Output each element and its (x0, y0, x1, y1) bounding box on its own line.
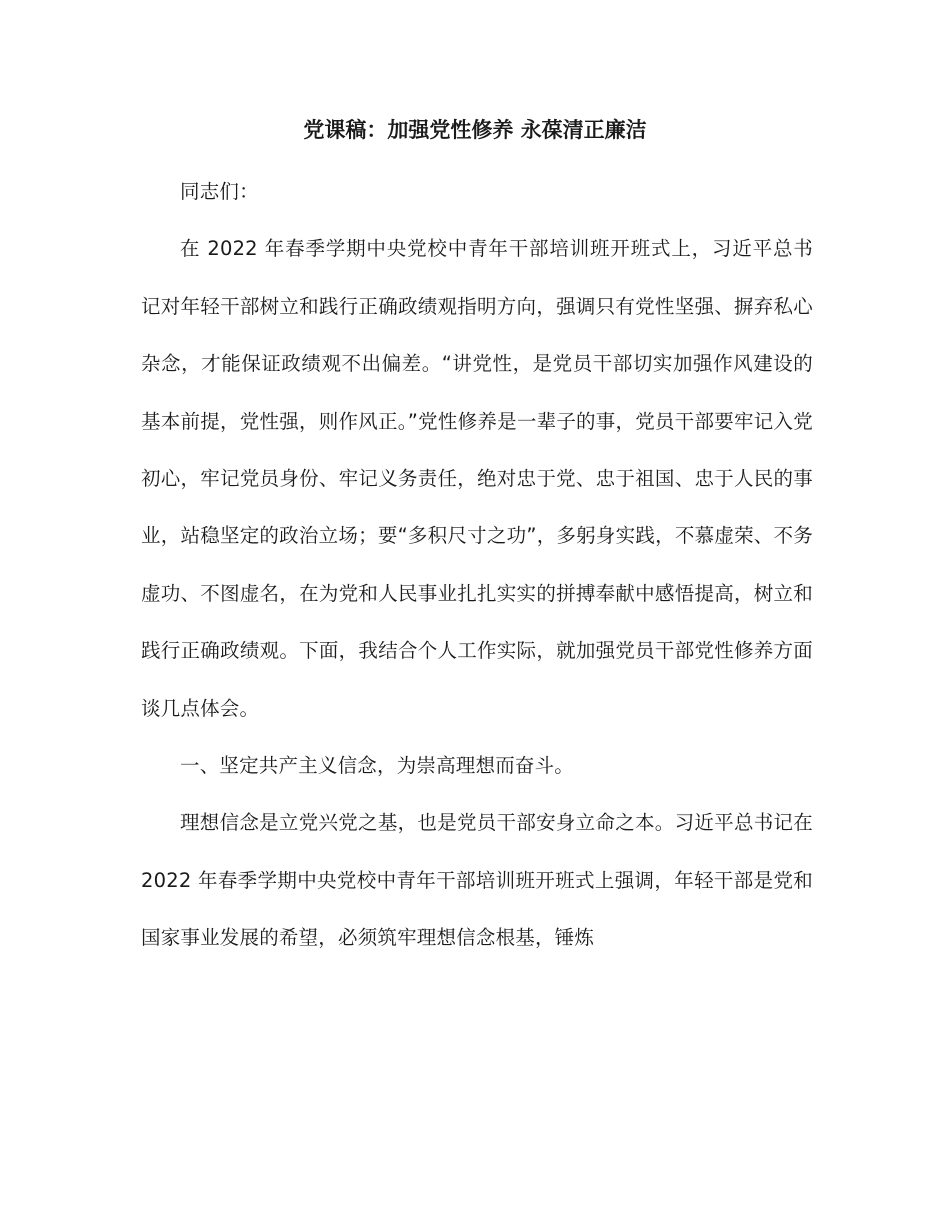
section-1-paragraph: 理想信念是立党兴党之基，也是党员干部安身立命之本。习近平总书记在 2022 年春季学期中央党校中青年干部培训班开班式上强调，年轻干部是党和国家事业发展的希望，必须筑牢理想信念根基，锤炼 (141, 811, 813, 950)
intro-paragraph: 在 2022 年春季学期中央党校中青年干部培训班开班式上，习近平总书记对年轻干部树立和践行正确政绩观指明方向，强调只有党性坚强、摒弃私心杂念，才能保证政绩观不出偏差。“讲党性，是党员干部切实加强作风建设的基本前提，党性强，则作风正。”党性修养是一辈子的事，党员干部要牢记入党初心，牢记党员身份、牢记义务责任，绝对忠于党、忠于祖国、忠于人民的事业，站稳坚定的政治立场；要“多积尺寸之功”，多躬身实践，不慕虚荣、不务虚功、不图虚名，在为党和人民事业扎扎实实的拼搏奉献中感悟提高，树立和践行正确政绩观。下面，我结合个人工作实际，就加强党员干部党性修养方面谈几点体会。 (141, 237, 813, 720)
section-heading-1: 一、坚定共产主义信念，为崇高理想而奋斗。 (180, 754, 575, 778)
document-body (141, 163, 813, 967)
salutation-paragraph: 同志们： (180, 180, 259, 203)
document-title: 党课稿：加强党性修养 永葆清正廉洁 (303, 118, 647, 142)
